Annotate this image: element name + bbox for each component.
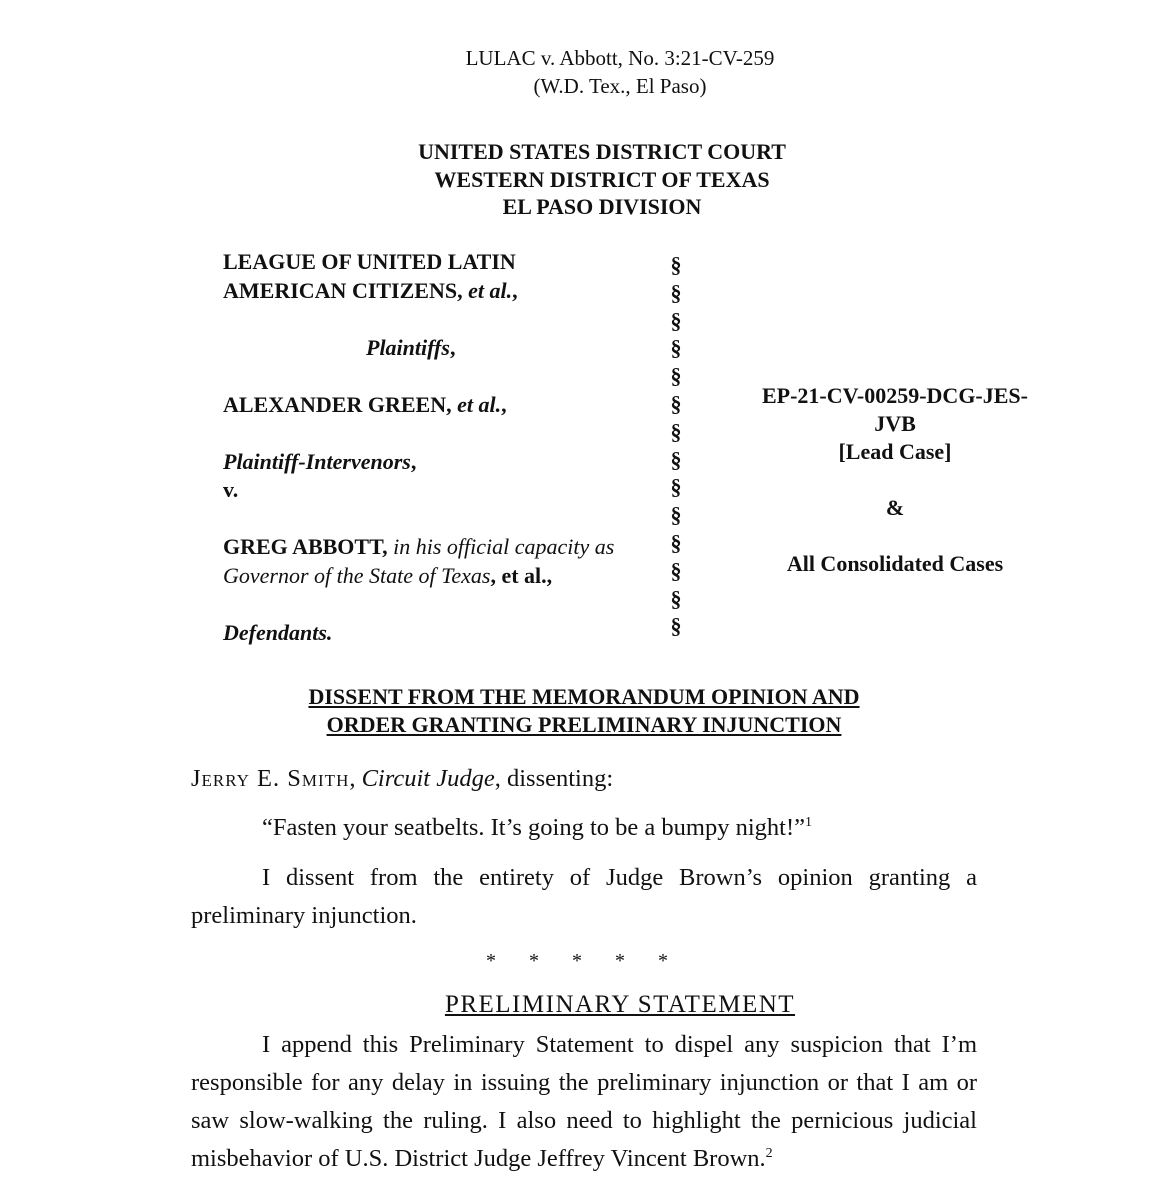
section-symbol: § [670,418,682,444]
case-caption-parties [223,248,663,647]
section-symbol: § [670,446,682,472]
title-line2: ORDER GRANTING PRELIMINARY INJUNCTION [326,711,842,737]
section-symbol: § [670,363,682,389]
judge-role: Circuit Judge [361,765,495,792]
running-head-court: (W.D. Tex., El Paso) [533,74,707,98]
consolidated-cases-label: All Consolidated Cases [786,551,1004,576]
section-symbol: § [670,474,682,500]
footnote-marker-2: 2 [765,1145,773,1161]
ampersand: & [885,495,905,520]
section-symbol: § [670,307,682,333]
intervenors-label: Plaintiff-Intervenors, [223,448,417,474]
plaintiffs-label: Plaintiffs, [366,334,456,360]
footnote-marker-1: 1 [804,814,812,830]
paragraph-dissent: I dissent from the entirety of Judge Brown’s opinion granting a preliminary injunction. [191,864,977,929]
section-symbol: § [670,502,682,528]
section-symbol: § [670,585,682,611]
paragraph-preliminary-statement: I append this Preliminary Statement to dispel any suspicion that I’m responsible for any delay in issuing the preliminary injunction or that I am or saw slow-walking the ruling. I also need to highlight the pernicious judicial misbehavior of U.S. District Judge Jeffrey Vincent Brown.$^2$ [191,1031,977,1172]
judge-name: Jerry E. Smith [191,765,350,792]
running-head [0,44,1162,100]
defendant-name-line1: GREG ABBOTT, in his official capacity as [223,534,615,559]
case-number-line1: EP-21-CV-00259-DCG-JES- [761,383,1028,408]
intervenor-name: ALEXANDER GREEN, et al., [223,391,507,417]
case-number-block [740,382,1050,578]
judge-line: Jerry E. Smith, Circuit Judge, dissenting: [191,765,614,792]
section-symbol: § [670,529,682,555]
lead-case-label: [Lead Case] [838,439,952,464]
section-break-stars: * * * * * [486,950,682,972]
section-symbol: § [670,279,682,305]
defendant-name-line2: Governor of the State of Texas, et al., [223,562,553,588]
court-name: UNITED STATES DISTRICT COURT [418,139,786,164]
document-title [0,683,1162,738]
epigraph-quote: “Fasten your seatbelts. It’s going to be a bumpy night!”$^1$ [262,814,812,841]
plaintiff-name-line2: AMERICAN CITIZENS, et al., [223,277,518,303]
section-symbol-column [664,251,688,640]
court-district: WESTERN DISTRICT OF TEXAS [434,166,770,192]
defendants-label: Defendants. [223,619,333,645]
section-symbol: § [670,557,682,583]
case-number-line2: JVB [874,411,916,436]
section-symbol: § [670,613,682,639]
court-division: EL PASO DIVISION [502,194,702,219]
section-symbol: § [670,390,682,416]
plaintiff-name-line1: LEAGUE OF UNITED LATIN [223,249,516,274]
court-heading [0,138,1162,221]
section-symbol: § [670,252,682,277]
running-head-case: LULAC v. Abbott, No. 3:21-CV-259 [465,46,775,70]
title-line1: DISSENT FROM THE MEMORANDUM OPINION AND [308,684,860,709]
section-heading: PRELIMINARY STATEMENT [444,991,796,1018]
versus: v. [223,477,239,502]
section-symbol: § [670,335,682,361]
